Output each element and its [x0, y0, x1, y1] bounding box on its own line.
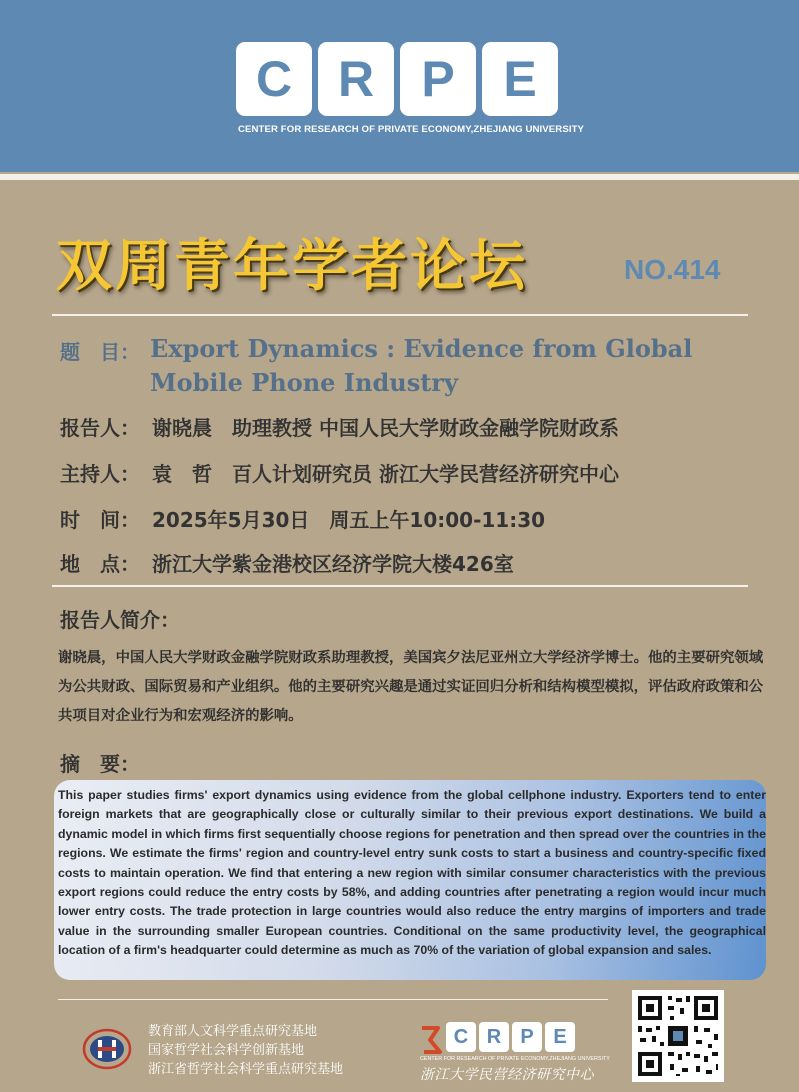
footer-logo-letter-c: C [446, 1022, 476, 1052]
logo-letter-c: C [236, 42, 312, 116]
place-label: 地 点： [60, 552, 140, 576]
logo-subtitle: CENTER FOR RESEARCH OF PRIVATE ECONOMY,ZHEJIANG UNIVERSITY [238, 124, 585, 135]
base-line-3: 浙江省哲学社会科学重点研究基地 [148, 1062, 344, 1077]
header-divider [0, 174, 799, 180]
bio-text: 谢晓晨，中国人民大学财政金融学院财政系助理教授，美国宾夕法尼亚州立大学经济学博士。他的主要研究领域为公共财政、国际贸易和产业组织。他的主要研究兴趣是通过实证回归分析和结构模型模拟，评估政府政策和公共项目对企业行为和宏观经济的影响。 [58, 650, 764, 724]
logo-letter-p: P [400, 42, 476, 116]
footer-logo-letter-e: E [545, 1022, 575, 1052]
crpe-mark-icon [420, 1024, 442, 1056]
base-line-2: 国家哲学社会科学创新基地 [148, 1043, 305, 1058]
divider-middle [52, 585, 748, 587]
base-line-1: 教育部人文科学重点研究基地 [148, 1024, 318, 1039]
divider-top [52, 314, 748, 316]
footer-logo-chinese: 浙江大学民营经济研究中心 [420, 1067, 594, 1083]
speaker-label: 报告人： [60, 416, 140, 440]
crpe-logo [236, 42, 558, 116]
forum-title: 双周青年学者论坛 [56, 234, 528, 299]
logo-letter-r: R [318, 42, 394, 116]
forum-number: NO.414 [624, 254, 721, 285]
research-base-emblem-icon [82, 1028, 132, 1070]
place-value: 浙江大学紫金港校区经济学院大楼426室 [152, 552, 514, 576]
bio-heading: 报告人简介： [60, 608, 180, 632]
footer-divider [58, 999, 608, 1000]
abstract-heading: 摘 要： [60, 752, 140, 776]
time-value: 2025年5月30日 周五上午10:00-11:30 [152, 508, 546, 532]
footer-logo-subtitle: CENTER FOR RESEARCH OF PRIVATE ECONOMY,ZHEJIANG UNIVERSITY [420, 1056, 610, 1062]
qr-code [632, 990, 724, 1082]
footer-logo-letter-r: R [479, 1022, 509, 1052]
host-label: 主持人： [60, 462, 140, 486]
host-value: 袁 哲 百人计划研究员 浙江大学民营经济研究中心 [152, 462, 619, 486]
time-label: 时 间： [60, 508, 140, 532]
research-bases-list [148, 1022, 343, 1079]
talk-topic: Export Dynamics : Evidence from Global Mobile Phone Industry [150, 334, 693, 397]
topic-label: 题 目： [60, 340, 140, 364]
footer-logo-tiles [446, 1022, 575, 1052]
speaker-value: 谢晓晨 助理教授 中国人民大学财政金融学院财政系 [152, 416, 619, 440]
logo-letter-e: E [482, 42, 558, 116]
qr-code-icon [632, 990, 724, 1082]
footer-logo-letter-p: P [512, 1022, 542, 1052]
abstract-text: This paper studies firms' export dynamics using evidence from the global cellphone industry. Exporters tend to enter foreign markets that are geographically close or culturally similar to their previous export destinations. We build a dynamic model in which firms first sequentially choose regions for penetration and then spread over the countries in the regions. We estimate the firms' region and country-level entry sunk costs to start a business and country-specific fixed costs to maintain operation. We find that entering a new region with similar consumer characteristics with the previous export regions could reduce the entry costs by 58%, and adding countries after penetrating a region would incur much lower entry costs. The trade protection in large countries would also reduce the entry margins of importers and trade value in the surrounding smaller European countries. Conditional on the same productivity level, the geographical location of a firm's headquarter could determine as much as 70% of the variation of global expansion and sales. [58, 788, 766, 958]
